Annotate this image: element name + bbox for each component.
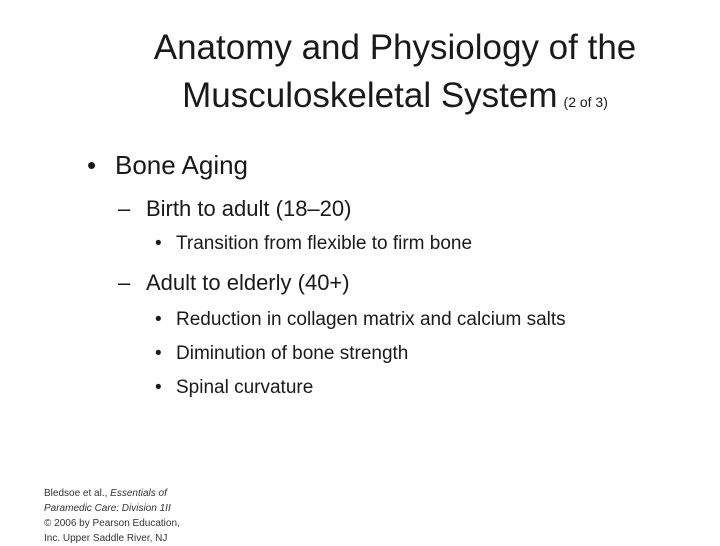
citation-authors: Bledsoe et al., — [44, 488, 111, 499]
title-part-indicator: (2 of 3) — [563, 94, 608, 110]
bullet-dot-icon: • — [155, 233, 162, 254]
bullet-text: Birth to adult (18–20) — [146, 196, 352, 221]
slide-title — [110, 24, 680, 126]
bullet-level3-transition — [155, 231, 472, 257]
bullet-level3-collagen — [155, 307, 566, 333]
bullet-text: Spinal curvature — [176, 377, 314, 398]
title-line-1: Anatomy and Physiology of the — [153, 28, 637, 67]
bullet-level1-bone-aging — [87, 147, 248, 183]
bullet-text: Transition from flexible to firm bone — [176, 233, 473, 254]
bullet-text: Adult to elderly (40+) — [146, 270, 350, 295]
bullet-dash-icon: – — [118, 270, 131, 295]
citation-book-suffix: II — [165, 503, 171, 514]
bullet-dot-icon: • — [155, 377, 162, 398]
citation-book-title: Essentials of Paramedic Care: Division 1 — [44, 488, 167, 514]
citation-publisher: Inc. Upper Saddle River, NJ — [44, 533, 168, 544]
bullet-dot-icon: • — [87, 150, 97, 180]
citation-copyright: © 2006 by Pearson Education, — [44, 518, 180, 529]
citation — [44, 486, 204, 546]
bullet-level3-bone-strength — [155, 341, 408, 367]
bullet-level2-birth-to-adult — [118, 194, 351, 224]
bullet-level2-adult-to-elderly — [118, 268, 350, 298]
bullet-level3-spinal-curvature — [155, 375, 313, 401]
bullet-text: Diminution of bone strength — [176, 343, 409, 364]
title-main-text: Musculoskeletal System — [182, 76, 558, 115]
bullet-dot-icon: • — [155, 343, 162, 364]
bullet-text: Reduction in collagen matrix and calcium salts — [176, 309, 566, 330]
bullet-dot-icon: • — [155, 309, 162, 330]
bullet-dash-icon: – — [118, 196, 131, 221]
bullet-text: Bone Aging — [115, 150, 249, 180]
title-line-2 — [110, 72, 680, 126]
